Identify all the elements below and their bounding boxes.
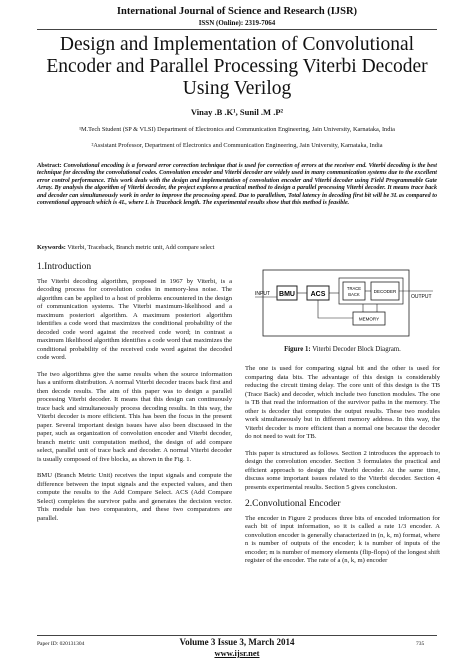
input-label: INPUT	[255, 291, 270, 297]
volume-issue: Volume 3 Issue 3, March 2014	[179, 637, 295, 647]
header-rule	[37, 29, 437, 30]
affiliation-2: ²Assistant Professor, Department of Electronics and Communication Engineering, Jain University, Karnataka, India	[91, 142, 383, 149]
keywords-text: Viterbi, Traceback, Branch metric unit, Add compare select	[67, 244, 215, 251]
abstract-text: Convolutional encoding is a forward error correction technique that is used for correction of errors at the receiver end. Viterbi decoding is the best technique for decoding the convolutional codes. Convolution encoder and Viterbi decoder are widely used in many communication systems due to the excellent error control performance. This work deals with the design and implementation of convolution encoder and Viterbi decoder using Field Programmable Gate Array. By analysis the algorithm of Viterbi decoder, the project explores a practical method to design a parallel processing Viterbi decoder. It means trace back and decoder can simultaneously work in order to improve the processing speed. Due to parallelism, Total latency in decoding first bit will be 3L as compared to conventional approach which is 4L, where L is Traceback length. The experimental results show that this method is feasible.	[37, 163, 437, 207]
issn: ISSN (Online): 2319-7064	[198, 19, 276, 27]
acs-label: ACS	[310, 291, 326, 298]
page-number: 735	[416, 641, 425, 647]
footer-rule	[37, 635, 437, 636]
title-line: Encoder and Parallel Processing Viterbi Decoder	[46, 56, 428, 77]
paper-title	[20, 34, 454, 100]
authors: Vinay .B .K¹, Sunil .M .P²	[190, 107, 284, 117]
paragraph: The Viterbi decoding algorithm, proposed in 1967 by Viterbi, is a decoding process for convolution codes in memory-less noise. The algorithm can be applied to a host of problems encountered in the design of communication systems. The Viterbi maximum-likelihood and a maximum posteriori algorithm. A maximum posteriori algorithm identifies a code word that maximizes the conditional probability of the decoded code word against the received code word; in contrast a maximum likelihood algorithm identifies a code word that maximizes the conditional probability of the received code word against the decoded code word.	[37, 277, 232, 361]
figure-caption-label: Figure 1:	[284, 346, 311, 353]
bmu-label: BMU	[279, 291, 295, 298]
paragraph: The two algorithms give the same results when the source information has a uniform distribution. A normal Viterbi decoder traces back first and then decode results. The aim of this paper was to design a parallel processing Viterbi decoder. It means that this design can continuously trace back and simultaneously process decoding results. In this way, the Viterbi decoder is more efficient. This has been the focus in the present paper. Several important design issues have also been discussed in the paper, such as organization of convolution encoder and Viterbi decoder, branch metric unit computation method, the design of add compare select, parallel unit of trace back and decoder. A normal Viterbi decoder is usually composed of five blocks, as shown in the Fig. 1.	[37, 370, 232, 463]
decoder-label: DECODER	[373, 289, 397, 294]
paper-id: Paper ID: 020131304	[37, 641, 85, 647]
right-column	[245, 365, 440, 574]
journal-url-link[interactable]: www.ijsr.net	[214, 648, 260, 658]
affiliation-1: ¹M.Tech Student (SP & VLSI) Department of Electronics and Communication Engineering, Jain University, Karnataka, India	[79, 126, 395, 133]
section-2-heading: 2.Convolutional Encoder	[245, 499, 341, 509]
keywords	[37, 244, 437, 251]
output-label: OUTPUT	[411, 294, 432, 300]
abstract-label: Abstract:	[37, 163, 62, 169]
figure-caption-text: Viterbi Decoder Block Diagram.	[312, 346, 401, 353]
abstract	[37, 163, 437, 207]
left-column	[37, 263, 232, 531]
title-line: Design and Implementation of Convolutional	[59, 34, 415, 55]
figure-frame	[263, 270, 409, 336]
paragraph: The one is used for comparing signal bit and the other is used for comparing data bits. The advantage of this design is considerably reducing the circuit timing delay. The core unit of this design is the TB (Trace Back) and decoder, which include two function modules. The one is TB that read the information of the survivor paths in the memory. The other is decoder that computes the output results. These two modules work simultaneously but in different memory address. In this way, the Viterbi decoder is more efficient than a normal one because the decoder do not need to wait for TB.	[245, 365, 440, 440]
paragraph: This paper is structured as follows. Section 2 introduces the approach to design the convolution encoder. Section 3 formulates the practical and efficient approach to design the Viterbi decoder. At the same time, discuss some important issues related to the Viterbi decoder. Section 4 presents experimental results. Section 5 gives conclusion.	[245, 449, 440, 491]
figure-1-diagram	[255, 268, 435, 340]
traceback-block	[343, 282, 365, 300]
title-line: Using Verilog	[182, 78, 292, 99]
traceback-label-1: TRACE	[346, 286, 362, 291]
memory-label: MEMORY	[358, 316, 380, 322]
section-1-heading: 1.Introduction	[37, 262, 92, 272]
traceback-label-2: BACK	[348, 292, 360, 297]
journal-name: International Journal of Science and Research (IJSR)	[116, 6, 358, 17]
paragraph: The encoder in Figure 2 produces three bits of encoded information for each bit of input information, so it is called a rate 1/3 encoder. A convolution encoder is generally characterized in (n, k, m) format, where n is number of outputs of the encoder; k is number of inputs of the encoder; m is number of memory elements (flip-flops) of the longest shift register of the encoder. The rate of a (n, k, m) encoder	[245, 514, 440, 564]
paragraph: BMU (Branch Metric Unit) receives the input signals and compute the difference between the input signals and the expected values, and then compute the results to the Add Compare Select. ACS (Add Compare Select) completes the survivor paths and generates the decision vector. This module has two comparators, and these two comparators are parallel.	[37, 472, 232, 522]
keywords-label: Keywords:	[37, 244, 66, 251]
figure-1-caption	[245, 346, 440, 353]
